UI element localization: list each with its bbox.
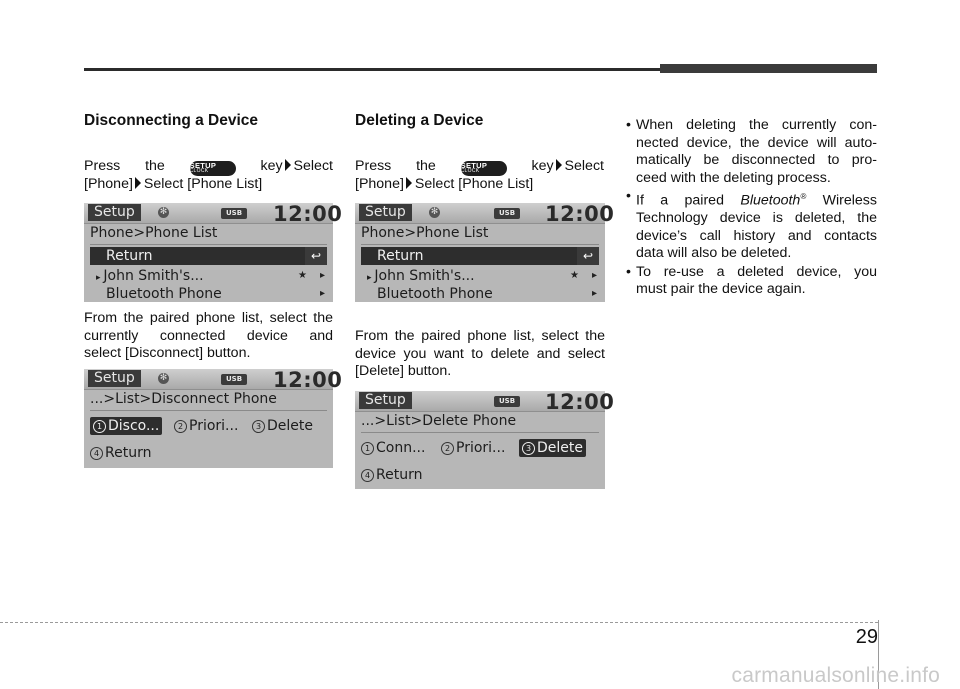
note-item-3: • To re-use a deleted device, you must pair the device again. <box>626 263 877 298</box>
instruction-line-1: Press the SETUP CLOCK key Select <box>355 158 604 174</box>
device-row-bt: Bluetooth Phone ▸ <box>106 286 325 302</box>
option-row <box>361 439 599 457</box>
return-option: 4 Return <box>90 444 327 462</box>
disconnect-option: 1 Disco... <box>90 417 162 435</box>
select-text: Select <box>293 158 333 174</box>
header-rule <box>84 68 664 71</box>
delete-description: From the paired phone list, select the device you want to delete and select [Delete] button. <box>355 328 605 379</box>
section-heading-disconnect: Disconnecting a Device <box>84 112 259 129</box>
return-option: 4 Return <box>361 466 599 484</box>
screen-title: Phone>Phone List <box>361 225 599 245</box>
bluetooth-icon: ✻ <box>430 207 439 217</box>
instruction-line-2: [Phone] Select [Phone List] <box>355 175 534 192</box>
star-icon: ★ <box>570 270 579 281</box>
arrow-right-icon <box>285 159 291 171</box>
screen-phone-list-mid <box>355 202 615 302</box>
return-row: Return ↩ <box>361 247 599 265</box>
screen-status-bar: Setup ✻ USB 12:00 <box>355 203 605 224</box>
arrow-right-icon <box>406 177 412 189</box>
screen-status-bar: Setup USB 12:00 <box>355 391 605 412</box>
clock: 12:00 <box>273 202 343 226</box>
priority-option: 2 Priori... <box>441 439 505 457</box>
back-icon: ↩ <box>577 247 599 265</box>
screen-status-bar <box>84 202 343 226</box>
footer-rule <box>0 622 878 623</box>
screen-delete-phone <box>355 390 615 489</box>
back-icon: ↩ <box>305 247 327 265</box>
clock: 12:00 <box>545 390 615 414</box>
chevron-right-icon: ▸ <box>591 288 597 299</box>
setup-label: Setup <box>88 204 141 221</box>
press-text: Press the <box>84 158 165 174</box>
clock: 12:00 <box>545 202 615 226</box>
key-text: key <box>260 158 283 174</box>
star-icon: ★ <box>298 270 307 281</box>
watermark: carmanualsonline.info <box>731 664 940 687</box>
device-row-john: ▸ John Smith's... ★ ▸ <box>96 268 325 284</box>
delete-option: 3 Delete <box>252 417 313 435</box>
page-number: 29 <box>855 626 878 648</box>
connect-option: 1 Conn... <box>361 439 425 457</box>
delete-option: 3 Delete <box>519 439 586 457</box>
arrow-right-icon <box>135 177 141 189</box>
note-item-1: • When deleting the currently con- nected device, the device will auto- matically be disconnected to pro- ceed with the deleting process. <box>626 117 877 186</box>
screen-title: Phone>Phone List <box>90 225 327 245</box>
delete-instruction <box>355 158 604 193</box>
instruction-line-2: [Phone] Select [Phone List] <box>84 175 263 192</box>
usb-icon: USB <box>494 208 520 219</box>
arrow-right-icon <box>556 159 562 171</box>
usb-icon: USB <box>221 374 247 385</box>
usb-icon: USB <box>221 208 247 219</box>
header-bar <box>660 64 877 73</box>
priority-option: 2 Priori... <box>174 417 238 435</box>
bluetooth-icon: ✻ <box>159 373 168 383</box>
screen-status-bar: Setup ✻ USB 12:00 <box>84 369 333 390</box>
disconnect-description: From the paired phone list, select the currently connected device and select [Disconnect] button. <box>84 310 333 361</box>
notes-list <box>624 117 877 299</box>
screen-disconnect-phone <box>84 368 343 468</box>
note-item-2: • If a paired Bluetooth® Wireless Technology device is deleted, the device’s call history and contacts data will also be deleted. <box>626 188 877 262</box>
device-row-bt: Bluetooth Phone ▸ <box>377 286 597 302</box>
clock: 12:00 <box>273 368 343 392</box>
usb-icon: USB <box>494 396 520 407</box>
disconnect-instruction <box>84 158 333 193</box>
screen-phone-list-left <box>84 202 343 302</box>
chevron-right-icon: ▸ <box>591 270 597 281</box>
bluetooth-icon: ✻ <box>159 207 168 217</box>
screen-title: ...>List>Delete Phone <box>361 413 599 433</box>
screen-title: ...>List>Disconnect Phone <box>90 391 327 411</box>
chevron-right-icon: ▸ <box>319 288 325 299</box>
return-row: Return ↩ <box>90 247 327 265</box>
device-row-john: ▸ John Smith's... ★ ▸ <box>367 268 597 284</box>
setup-key-icon: SETUP CLOCK <box>461 161 507 176</box>
option-row <box>90 417 327 435</box>
setup-key-icon: SETUP CLOCK <box>190 161 236 176</box>
chevron-right-icon: ▸ <box>319 270 325 281</box>
section-heading-delete: Deleting a Device <box>355 112 484 129</box>
instruction-line-1 <box>84 158 333 176</box>
